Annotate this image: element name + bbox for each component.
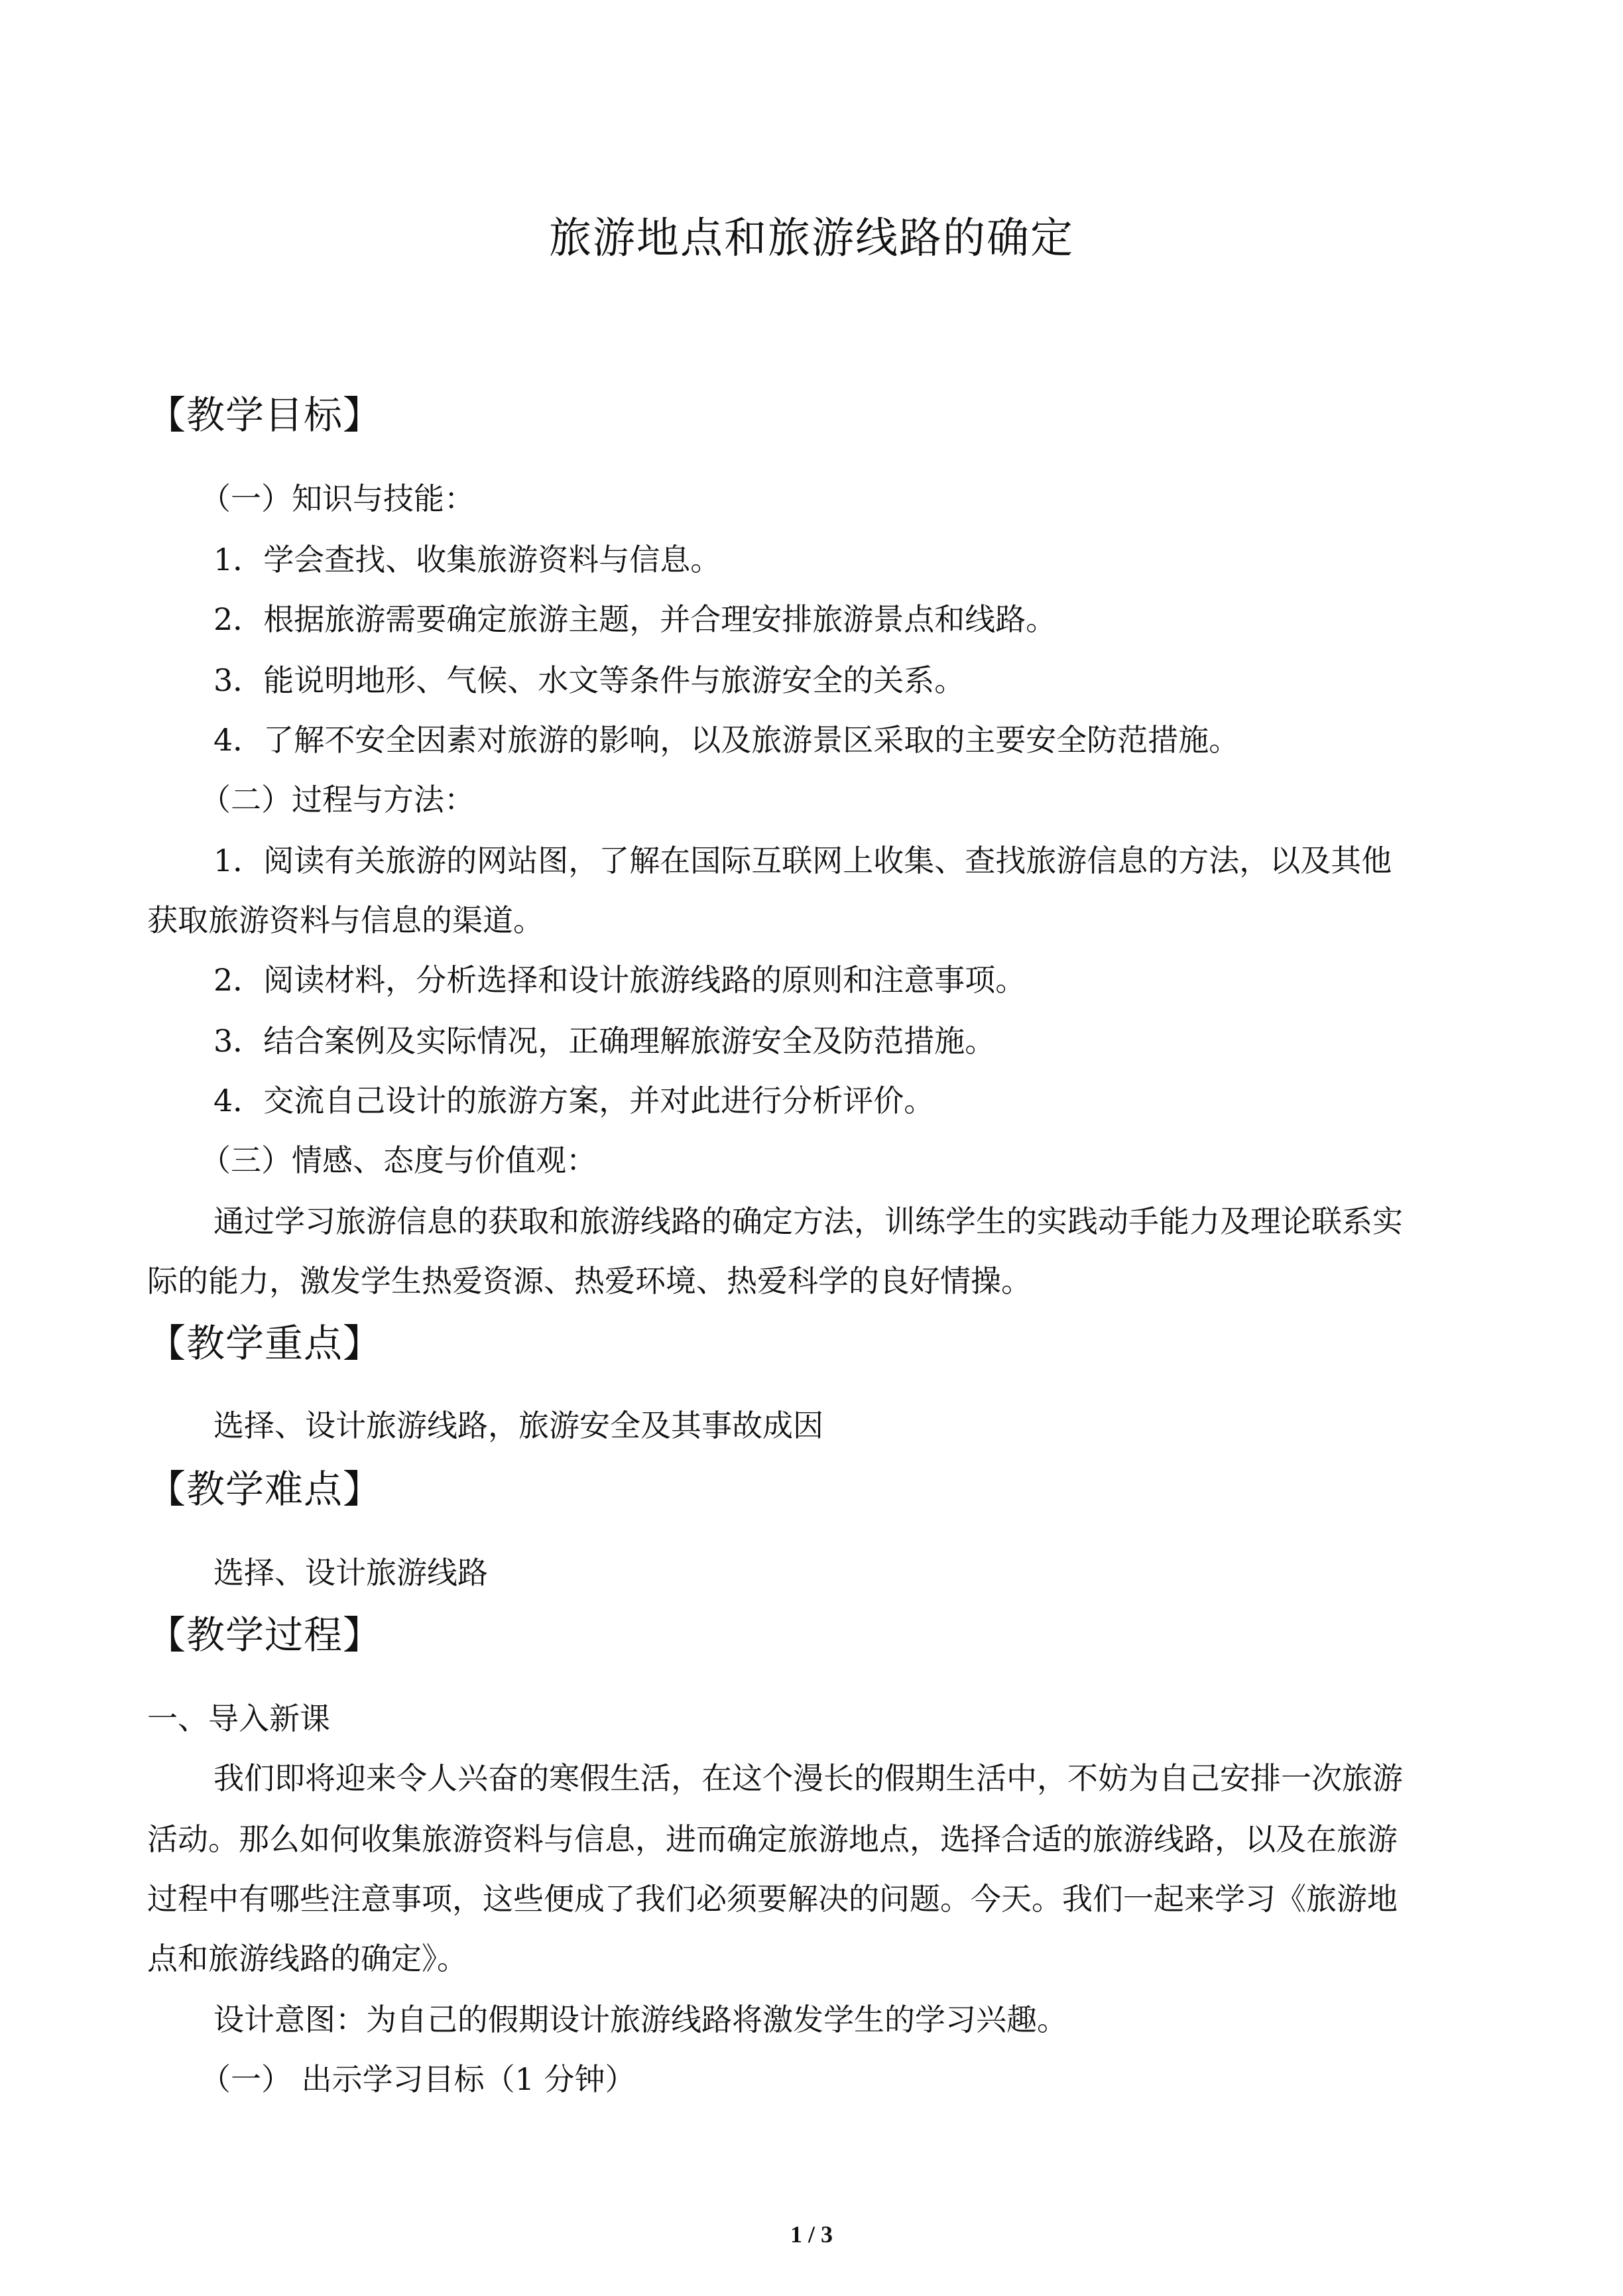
paragraph-line: 活动。那么如何收集旅游资料与信息，进而确定旅游地点，选择合适的旅游线路，以及在旅游 [147, 1821, 1398, 1857]
list-item: 1．阅读有关旅游的网站图，了解在国际互联网上收集、查找旅游信息的方法，以及其他 [213, 843, 1392, 878]
list-item-continuation: 获取旅游资料与信息的渠道。 [147, 902, 544, 938]
subheading-emotion-values: （三）情感、态度与价值观： [200, 1142, 597, 1178]
difficulties-text: 选择、设计旅游线路 [213, 1555, 488, 1591]
document-title: 旅游地点和旅游线路的确定 [549, 214, 1074, 263]
list-item: 4．了解不安全因素对旅游的影响，以及旅游景区采取的主要安全防范措施。 [213, 722, 1240, 758]
list-item: 3．结合案例及实际情况，正确理解旅游安全及防范措施。 [213, 1023, 996, 1059]
paragraph-line: 通过学习旅游信息的获取和旅游线路的确定方法，训练学生的实践动手能力及理论联系实 [213, 1203, 1403, 1239]
list-item: 2．根据旅游需要确定旅游主题，并合理安排旅游景点和线路。 [213, 601, 1057, 637]
subheading-process-method: （二）过程与方法： [200, 782, 475, 817]
part-title: 一、导入新课 [147, 1701, 330, 1736]
paragraph-line: 过程中有哪些注意事项，这些便成了我们必须要解决的问题。今天。我们一起来学习《旅游地 [147, 1881, 1398, 1917]
step-title: （一） 出示学习目标（1 分钟） [200, 2061, 636, 2097]
list-item: 4．交流自己设计的旅游方案，并对此进行分析评价。 [213, 1083, 935, 1118]
section-heading-difficulties: 【教学难点】 [147, 1467, 383, 1512]
design-intent: 设计意图：为自己的假期设计旅游线路将激发学生的学习兴趣。 [213, 2002, 1067, 2037]
section-heading-process: 【教学过程】 [147, 1612, 383, 1658]
page-number: 1 / 3 [790, 2221, 833, 2248]
section-heading-key-points: 【教学重点】 [147, 1321, 383, 1366]
subheading-knowledge-skills: （一）知识与技能： [200, 481, 475, 516]
list-item: 2．阅读材料，分析选择和设计旅游线路的原则和注意事项。 [213, 962, 1026, 998]
section-heading-objectives: 【教学目标】 [147, 393, 383, 438]
paragraph-line: 际的能力，激发学生热爱资源、热爱环境、热爱科学的良好情操。 [147, 1263, 1032, 1299]
key-points-text: 选择、设计旅游线路，旅游安全及其事故成因 [213, 1408, 823, 1443]
list-item: 3．能说明地形、气候、水文等条件与旅游安全的关系。 [213, 662, 965, 698]
list-item: 1．学会查找、收集旅游资料与信息。 [213, 542, 721, 577]
paragraph-line: 点和旅游线路的确定》。 [147, 1941, 467, 1976]
paragraph-line: 我们即将迎来令人兴奋的寒假生活，在这个漫长的假期生活中，不妨为自己安排一次旅游 [213, 1760, 1403, 1796]
